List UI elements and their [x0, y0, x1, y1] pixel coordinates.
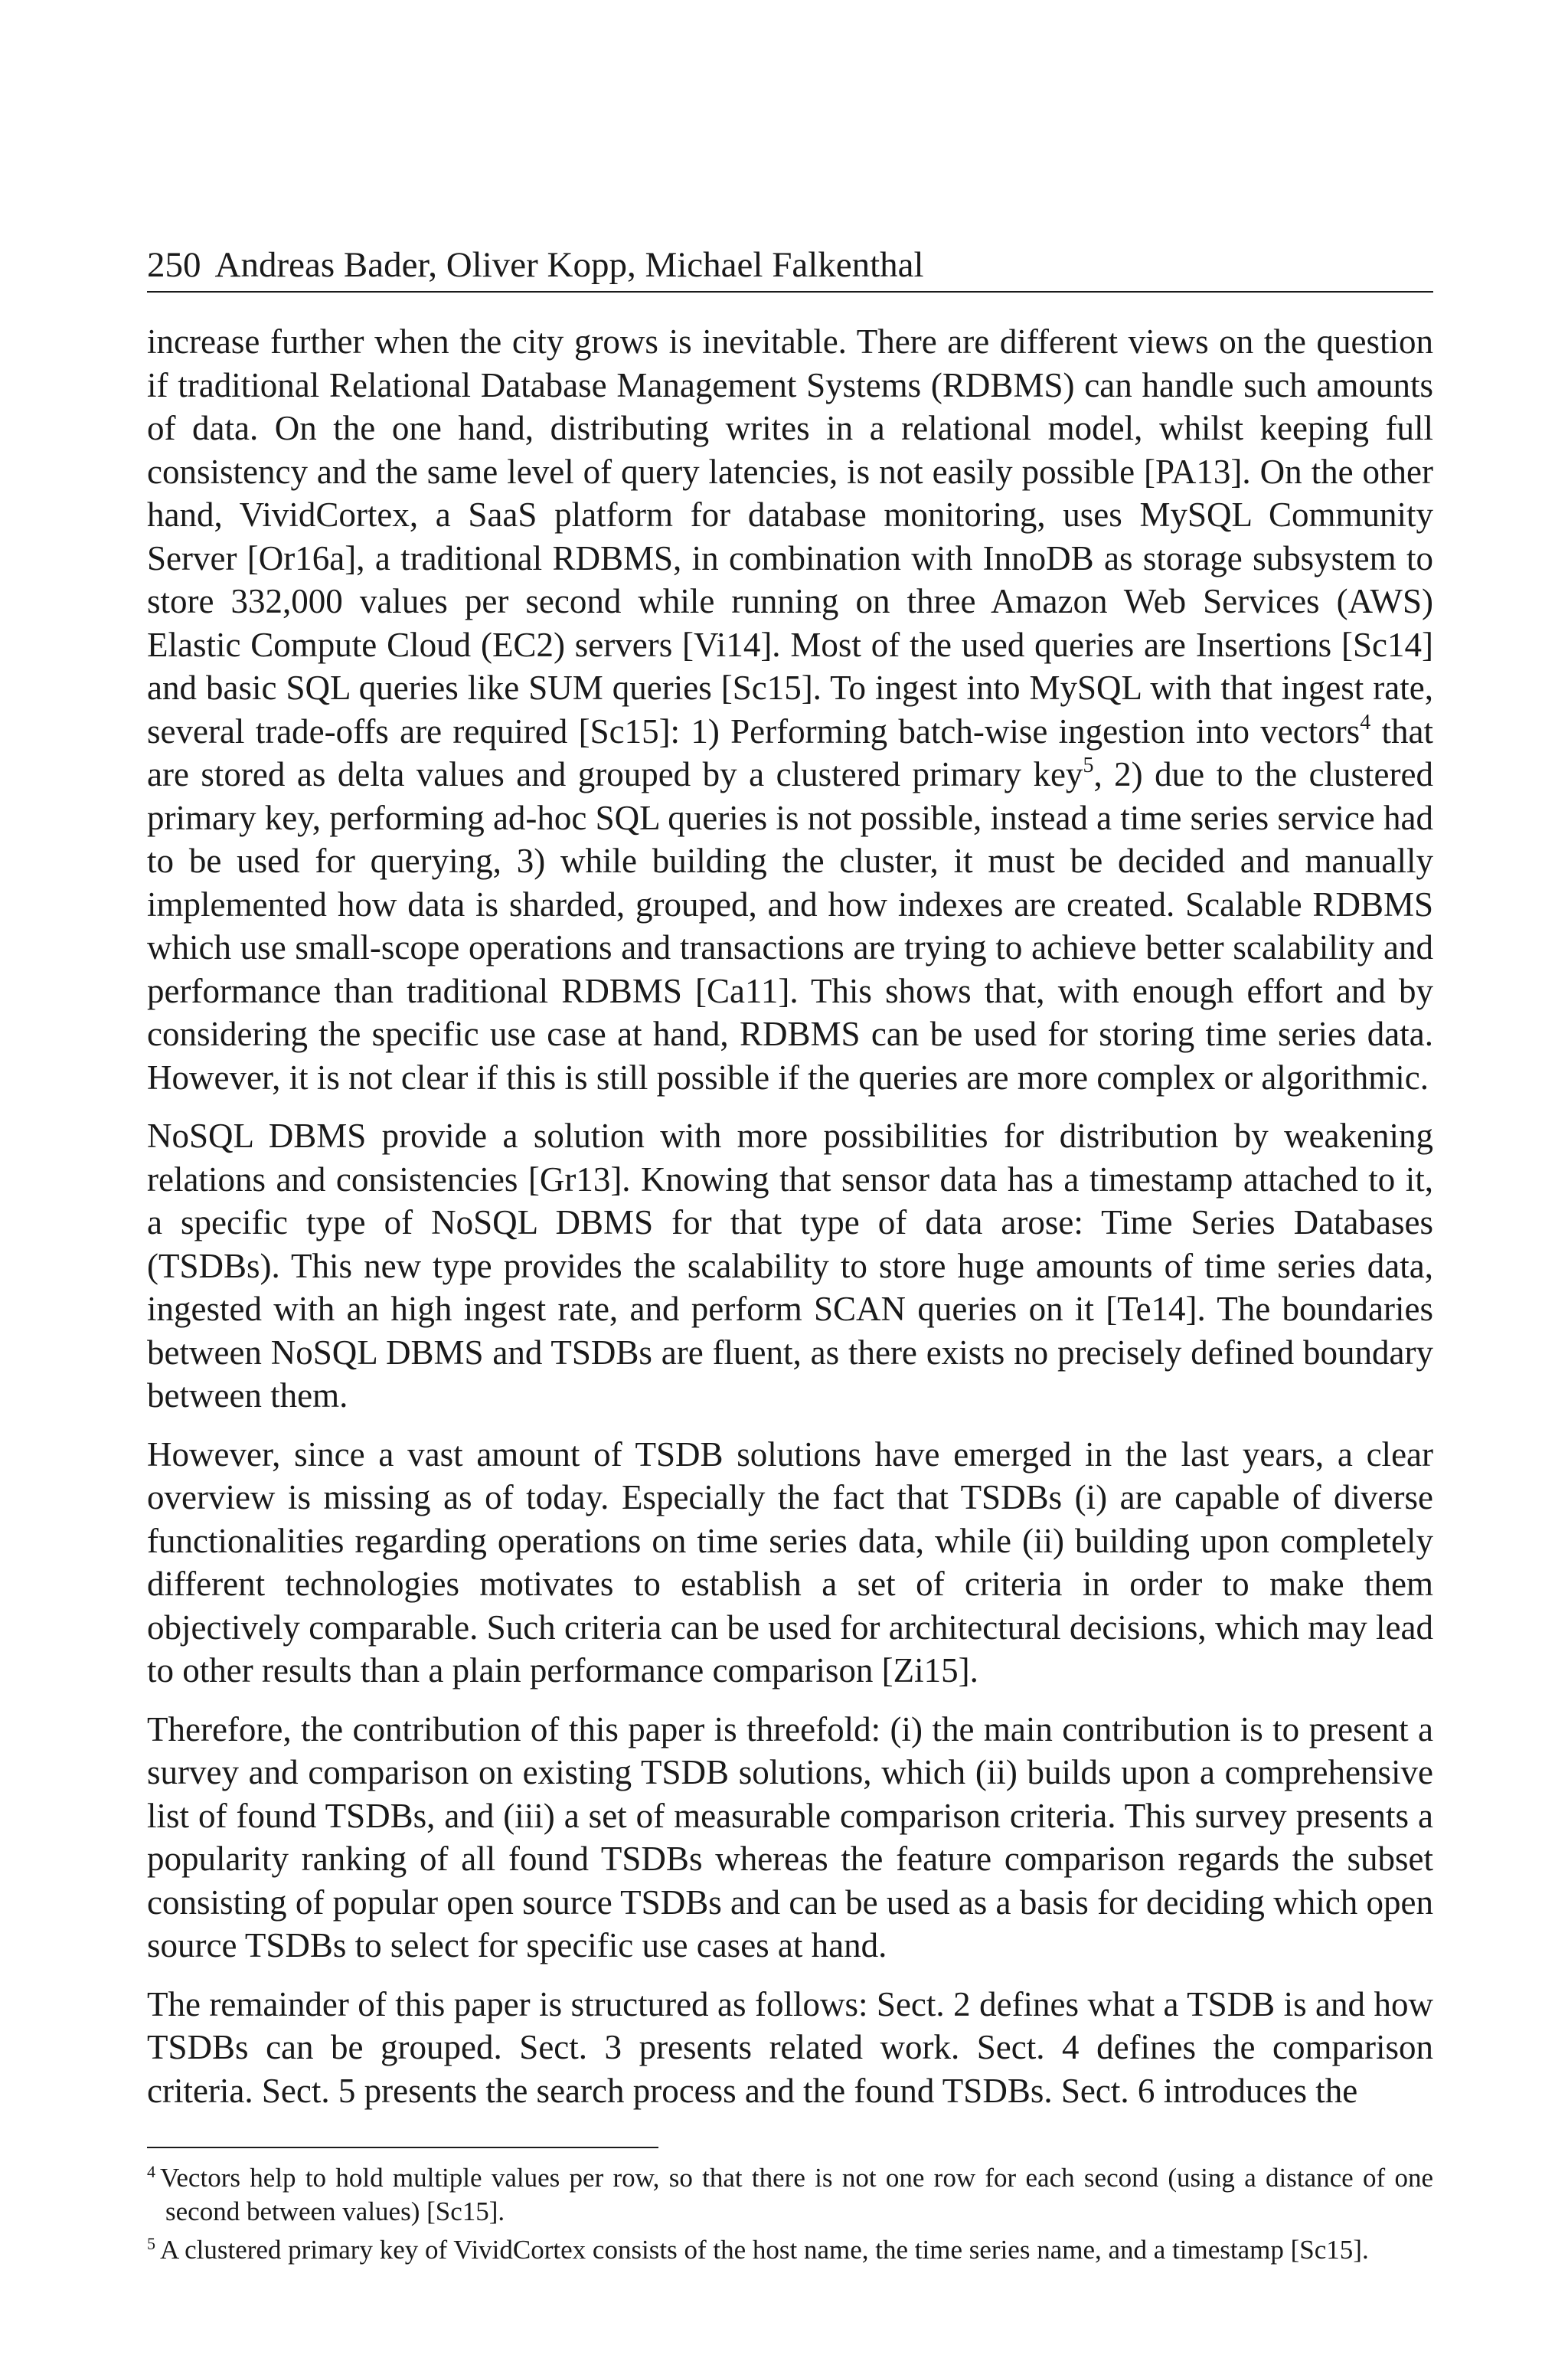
author-line: Andreas Bader, Oliver Kopp, Michael Falkenthal: [214, 245, 924, 285]
page-number: 250: [147, 245, 201, 285]
paragraph-structure: The remainder of this paper is structured as follows: Sect. 2 defines what a TSDB is and how TSDBs can be grouped. Sect. 3 presents related work. Sect. 4 defines the comparison criteria. Sect. 5 presents the search process and the found TSDBs. Sect. 6 introduces the: [147, 1984, 1433, 2110]
paragraph-rdbms-part-a: increase further when the city grows is inevitable. There are different views on the question if traditional Relational Database Management Systems (RDBMS) can handle such amounts of data. On the one hand, distributing writes in a relational model, whilst keeping full consistency and the same level of query latencies, is not easily possible [PA13]. On the other hand, VividCortex, a SaaS platform for database monitoring, uses MySQL Community Server [Or16a], a traditional RDBMS, in combination with InnoDB as storage subsystem to store 332,000 values per second while running on three Amazon Web Services (AWS) Elastic Compute Cloud (EC2) servers [Vi14]. Most of the used queries are Insertions [Sc14] and basic SQL queries like SUM queries [Sc15]. To ingest into MySQL with that ingest rate, several trade-offs are required [Sc15]: 1) Performing batch-wise ingestion into vectors: [147, 322, 1433, 751]
footnote-mark: 5: [147, 2234, 155, 2253]
paragraph-overview: However, since a vast amount of TSDB solutions have emerged in the last years, a clear overview is missing as of today. Especially the fact that TSDBs (i) are capable of diverse functionalities regarding operations on time series data, while (ii) building upon completely different technologies motivates to establish a set of criteria in order to make them objectively comparable. Such criteria can be used for architectural decisions, which may lead to other results than a plain performance comparison [Zi15].: [147, 1434, 1433, 1689]
footnote-4: [147, 2161, 1433, 2229]
footnote-ref-4[interactable]: 4: [1360, 710, 1371, 734]
footnote-5: [147, 2233, 1433, 2267]
footnotes: [147, 2161, 1433, 2272]
footnote-text: A clustered primary key of VividCortex consists of the host name, the time series name, and a timestamp [Sc15].: [160, 2235, 1369, 2265]
running-header: [147, 244, 1433, 293]
paragraph-contribution: Therefore, the contribution of this paper is threefold: (i) the main contribution is to present a survey and comparison on existing TSDB solutions, which (ii) builds upon a comprehensive list of found TSDBs, and (iii) a set of measurable comparison criteria. This survey presents a popularity ranking of all found TSDBs whereas the feature comparison regards the subset consisting of popular open source TSDBs and can be used as a basis for deciding which open source TSDBs to select for specific use cases at hand.: [147, 1709, 1433, 1964]
paragraph-rdbms: [147, 320, 1433, 1099]
footnote-text: Vectors help to hold multiple values per row, so that there is not one row for each second (using a distance of one second between values) [Sc15].: [160, 2163, 1433, 2226]
paragraph-rdbms-part-b: that are stored as delta values and grouped by a clustered primary key: [147, 711, 1433, 793]
paragraph-rdbms-part-c: , 2) due to the clustered primary key, performing ad-hoc SQL queries is not possible, instead a time series service had to be used for querying, 3) while building the cluster, it must be decided and manually implemented how data is sharded, grouped, and how indexes are created. Scalable RDBMS which use small-scope operations and transactions are trying to achieve better scalability and performance than traditional RDBMS [Ca11]. This shows that, with enough effort and by considering the specific use case at hand, RDBMS can be used for storing time series data. However, it is not clear if this is still possible if the queries are more complex or algorithmic.: [147, 755, 1433, 1097]
body-text: [147, 320, 1433, 2112]
paragraph-nosql: NoSQL DBMS provide a solution with more possibilities for distribution by weakening relations and consistencies [Gr13]. Knowing that sensor data has a timestamp attached to it, a specific type of NoSQL DBMS for that type of data arose: Time Series Databases (TSDBs). This new type provides the scalability to store huge amounts of time series data, ingested with an high ingest rate, and perform SCAN queries on it [Te14]. The boundaries between NoSQL DBMS and TSDBs are fluent, as there exists no precisely defined boundary between them.: [147, 1117, 1433, 1415]
footnote-ref-5[interactable]: 5: [1083, 754, 1094, 777]
footnote-mark: 4: [147, 2162, 155, 2181]
footnote-divider: [147, 2147, 658, 2148]
page: [147, 244, 1433, 2128]
